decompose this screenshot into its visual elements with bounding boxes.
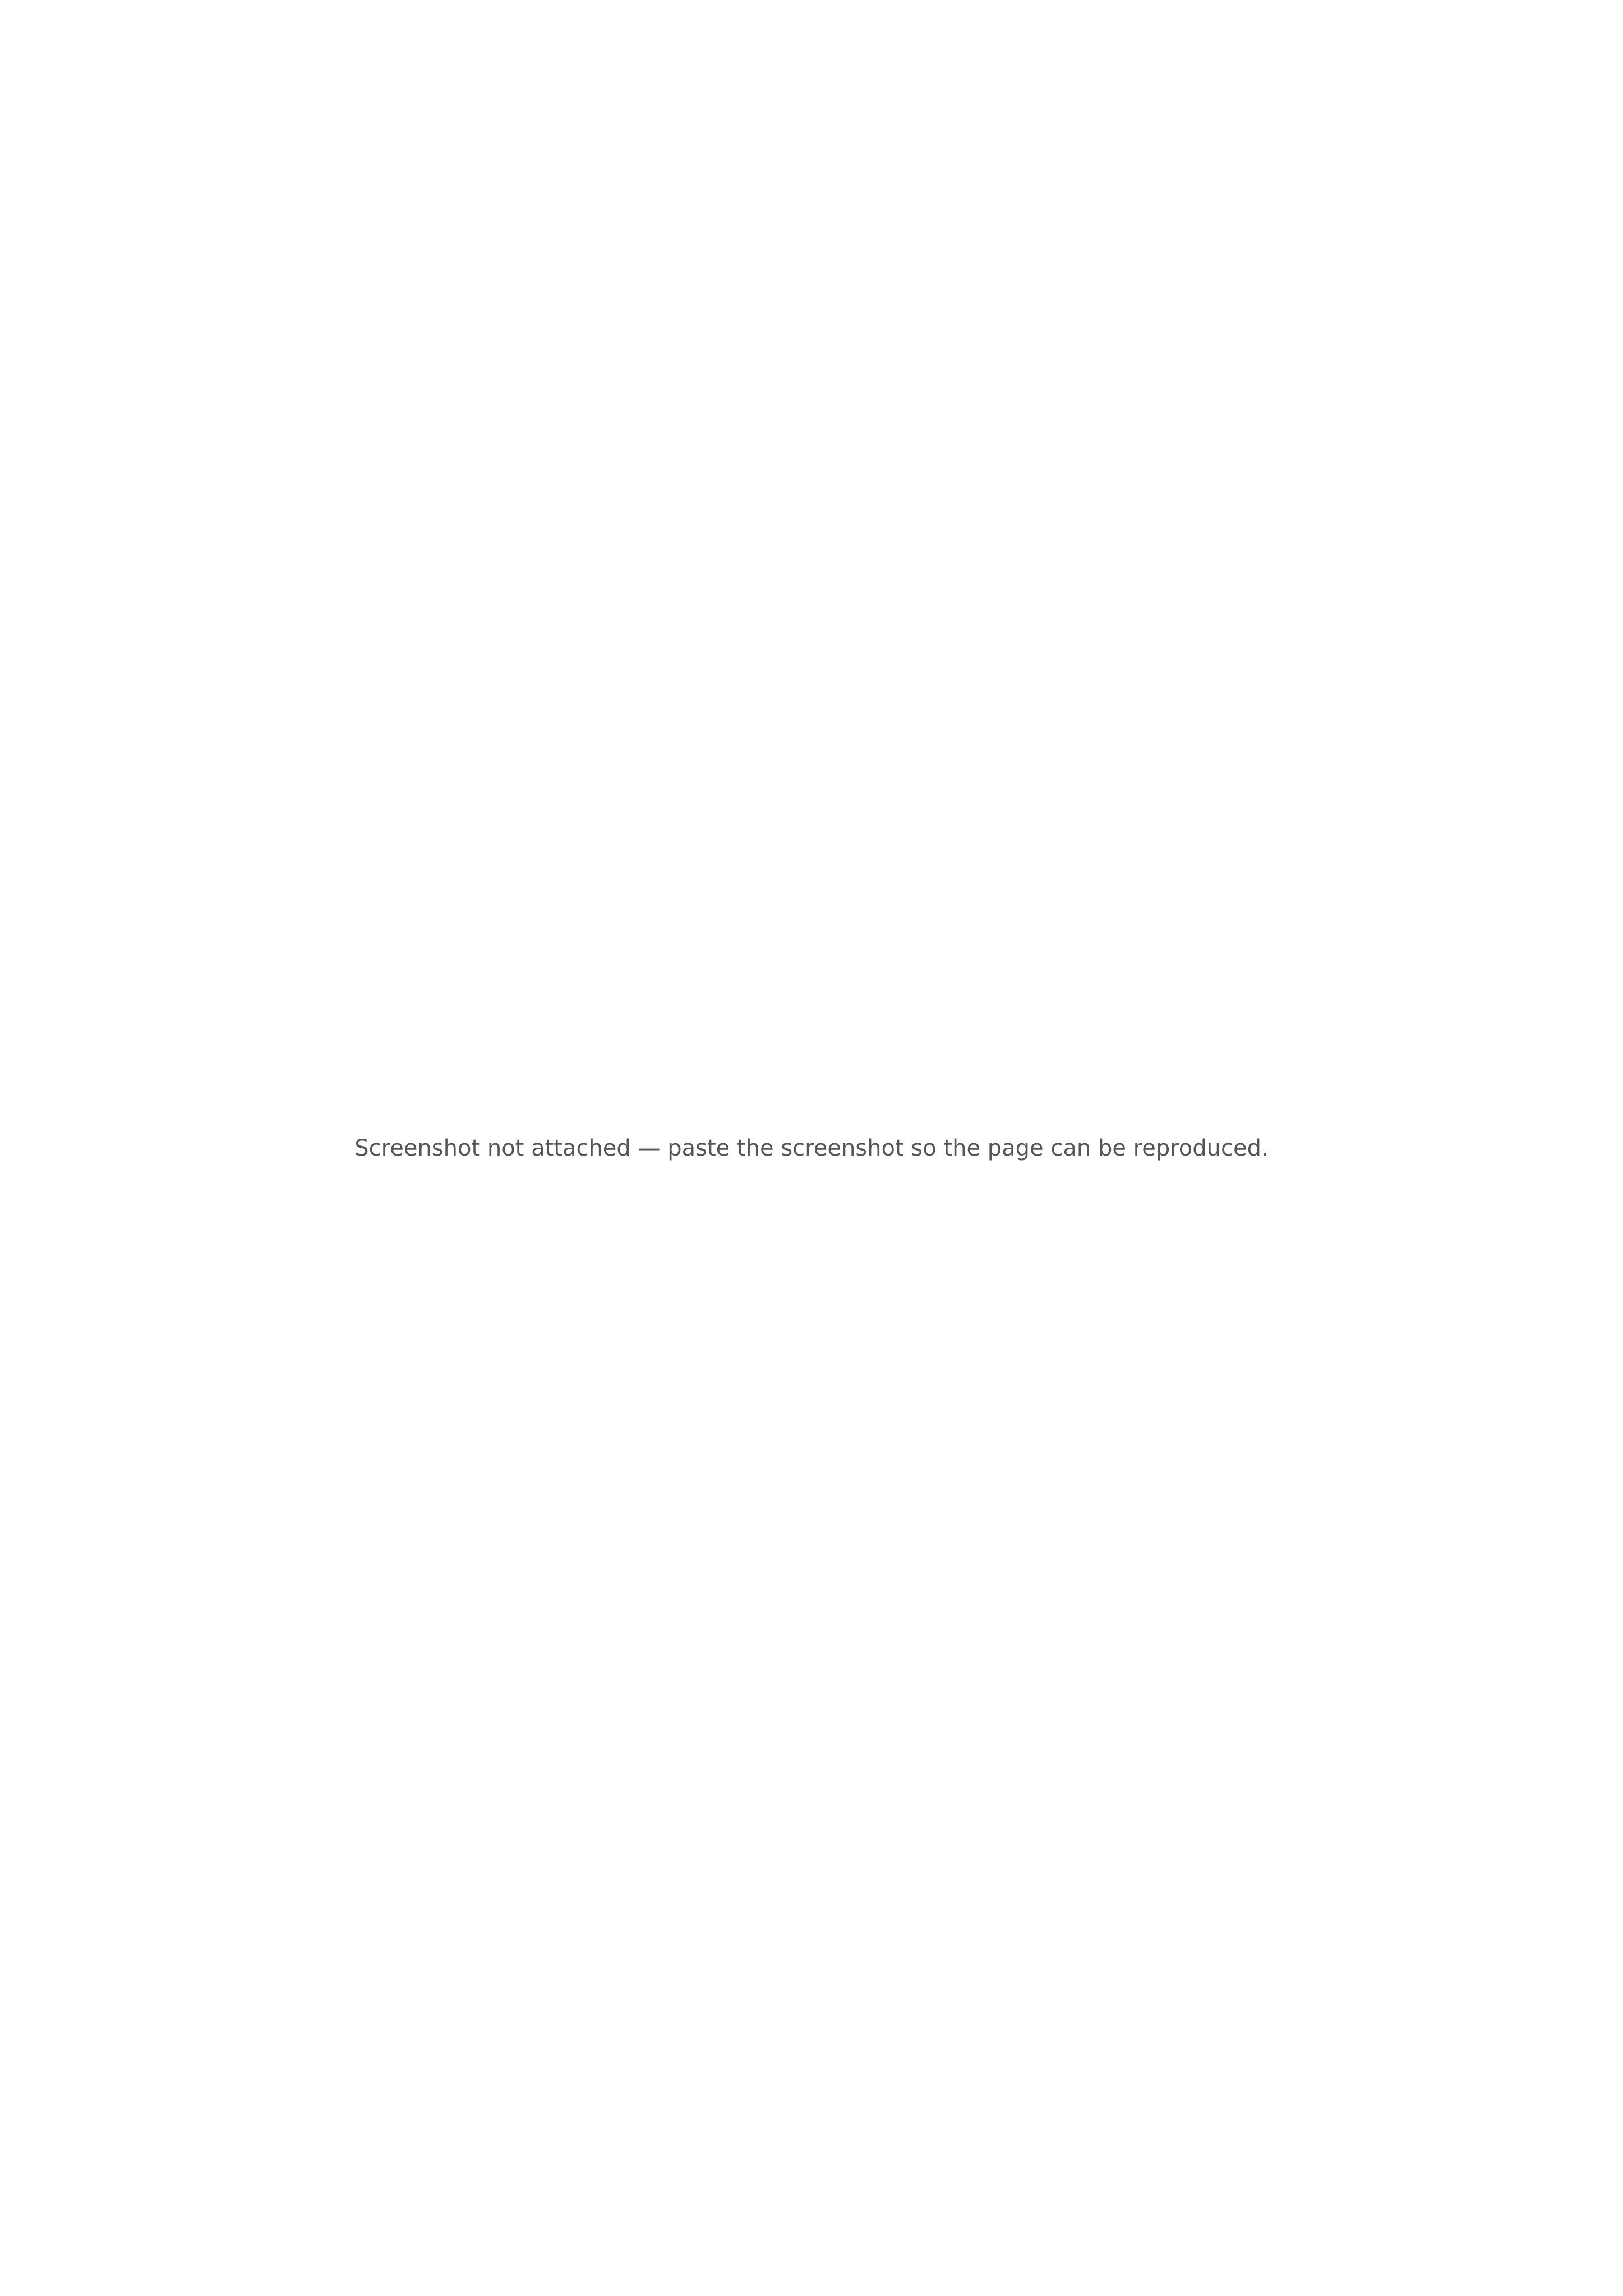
missing-content-notice: Screenshot not attached — paste the screenshot so the page can be reproduced.: [354, 1135, 1269, 1161]
